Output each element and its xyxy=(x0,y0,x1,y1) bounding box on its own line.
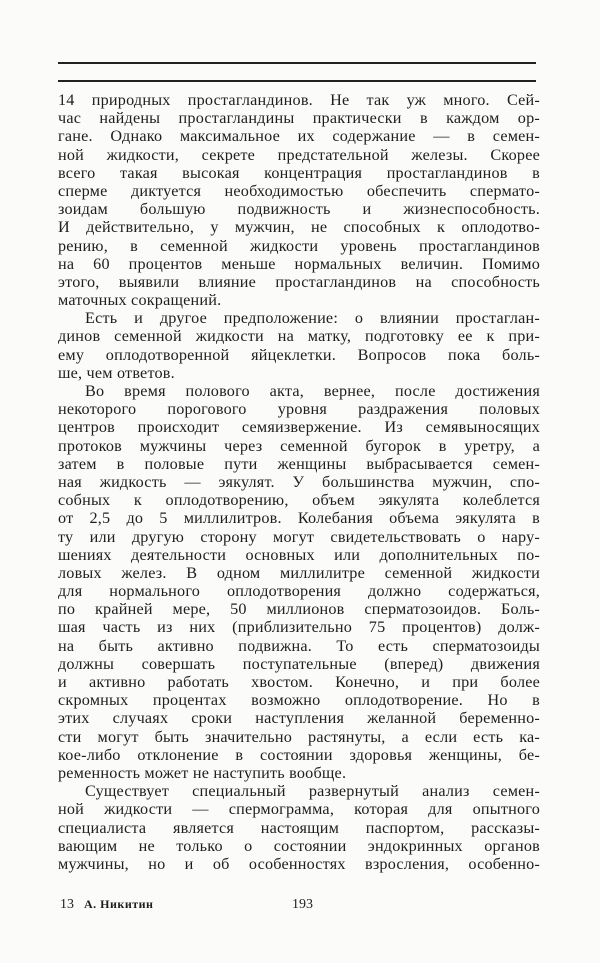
text-line: Есть и другое предположение: о влиянии простаглан- xyxy=(85,309,540,328)
text-line: шениях деятельности основных или дополнительных по- xyxy=(58,545,540,564)
text-line: должны совершать поступательные (вперед) движения xyxy=(58,654,540,673)
header-rule-bottom xyxy=(58,80,536,82)
text-line: центров происходит семяизвержение. Из семявыносящих xyxy=(58,418,540,437)
text-line: гане. Однако максимальное их содержание — в семен- xyxy=(58,127,540,146)
text-line: всего такая высокая концентрация простагландинов в xyxy=(58,163,540,182)
text-line: шая часть из них (приблизительно 75 процентов) долж- xyxy=(58,618,540,637)
text-line: ему оплодотворенной яйцеклетки. Вопросов пока боль- xyxy=(58,345,540,364)
text-line: зоидам большую подвижность и жизнеспособность. xyxy=(58,200,540,219)
text-line: от 2,5 до 5 миллилитров. Колебания объема эякулята в xyxy=(58,509,540,528)
paragraph xyxy=(58,382,540,782)
text-line: ной жидкости — спермограмма, которая для опытного xyxy=(58,800,540,819)
signature-number: 13 xyxy=(60,897,74,912)
text-line: ременность может не наступить вообще. xyxy=(58,763,347,782)
text-line: Во время полового акта, вернее, после достижения xyxy=(85,382,540,400)
text-line: по крайней мере, 50 миллионов сперматозоидов. Боль- xyxy=(58,600,540,619)
body-text xyxy=(58,91,540,873)
text-line: ловых желез. В одном миллилитре семенной жидкости xyxy=(58,563,540,582)
text-line: этих случаях сроки наступления желанной беременно- xyxy=(58,709,540,728)
text-line: некоторого порогового уровня раздражения половых xyxy=(58,400,540,419)
text-line: протоков мужчины через семенной бугорок в уретру, а xyxy=(58,436,540,455)
paragraph xyxy=(58,309,540,382)
text-line: специалиста является настоящим паспортом, рассказы- xyxy=(58,818,540,837)
text-line: мужчины, но и об особенностях взросления, особенно- xyxy=(58,854,540,873)
text-line: час найдены простагландины практически в каждом ор- xyxy=(58,109,540,128)
text-line: этого, выявили влияние простагландинов на способность xyxy=(58,272,540,291)
text-line: 14 природных простагландинов. Не так уж много. Сей- xyxy=(58,91,540,109)
text-line: маточных сокращений. xyxy=(58,291,222,310)
paragraph xyxy=(58,91,540,309)
text-line: ной жидкости, секрете предстательной железы. Скорее xyxy=(58,145,540,164)
text-line: затем в половые пути женщины выбрасывается семен- xyxy=(58,454,540,473)
text-line: рению, в семенной жидкости уровень простагландинов xyxy=(58,236,540,255)
text-line: на быть активно подвижна. То есть сперматозоиды xyxy=(58,636,540,655)
text-line: ту или другую сторону могут свидетельствовать о нару- xyxy=(58,527,540,546)
text-line: и активно работать хвостом. Конечно, и при более xyxy=(58,673,540,691)
page-number: 193 xyxy=(292,897,313,912)
signature-mark xyxy=(60,897,153,913)
signature-author: А. Никитин xyxy=(84,897,154,911)
text-line: Существует специальный развернутый анализ семен- xyxy=(85,782,540,801)
text-line: ше, чем ответов. xyxy=(58,363,175,382)
text-line: И действительно, у мужчин, не способных к оплодотво- xyxy=(58,218,540,237)
text-line: динов семенной жидкости на матку, подготовку ее к при- xyxy=(58,327,540,346)
text-line: на 60 процентов меньше нормальных величин. Помимо xyxy=(58,254,540,273)
header-rule-top xyxy=(58,62,536,64)
page-footer xyxy=(60,897,540,917)
text-line: ная жидкость — эякулят. У большинства мужчин, спо- xyxy=(58,472,540,491)
text-line: собных к оплодотворению, объем эякулята колеблется xyxy=(58,491,540,510)
text-line: для нормального оплодотворения должно содержаться, xyxy=(58,582,540,601)
text-line: скромных процентах возможно оплодотворение. Но в xyxy=(58,691,540,710)
text-line: сперме диктуется необходимостью обеспечить сперматo- xyxy=(58,181,540,200)
paragraph xyxy=(58,782,540,873)
text-line: кое-либо отклонение в состоянии здоровья женщины, бе- xyxy=(58,745,540,764)
text-line: сти могут быть значительно растянуты, а если есть ка- xyxy=(58,727,540,746)
text-line: вающим не только о состоянии эндокринных органов xyxy=(58,836,540,855)
